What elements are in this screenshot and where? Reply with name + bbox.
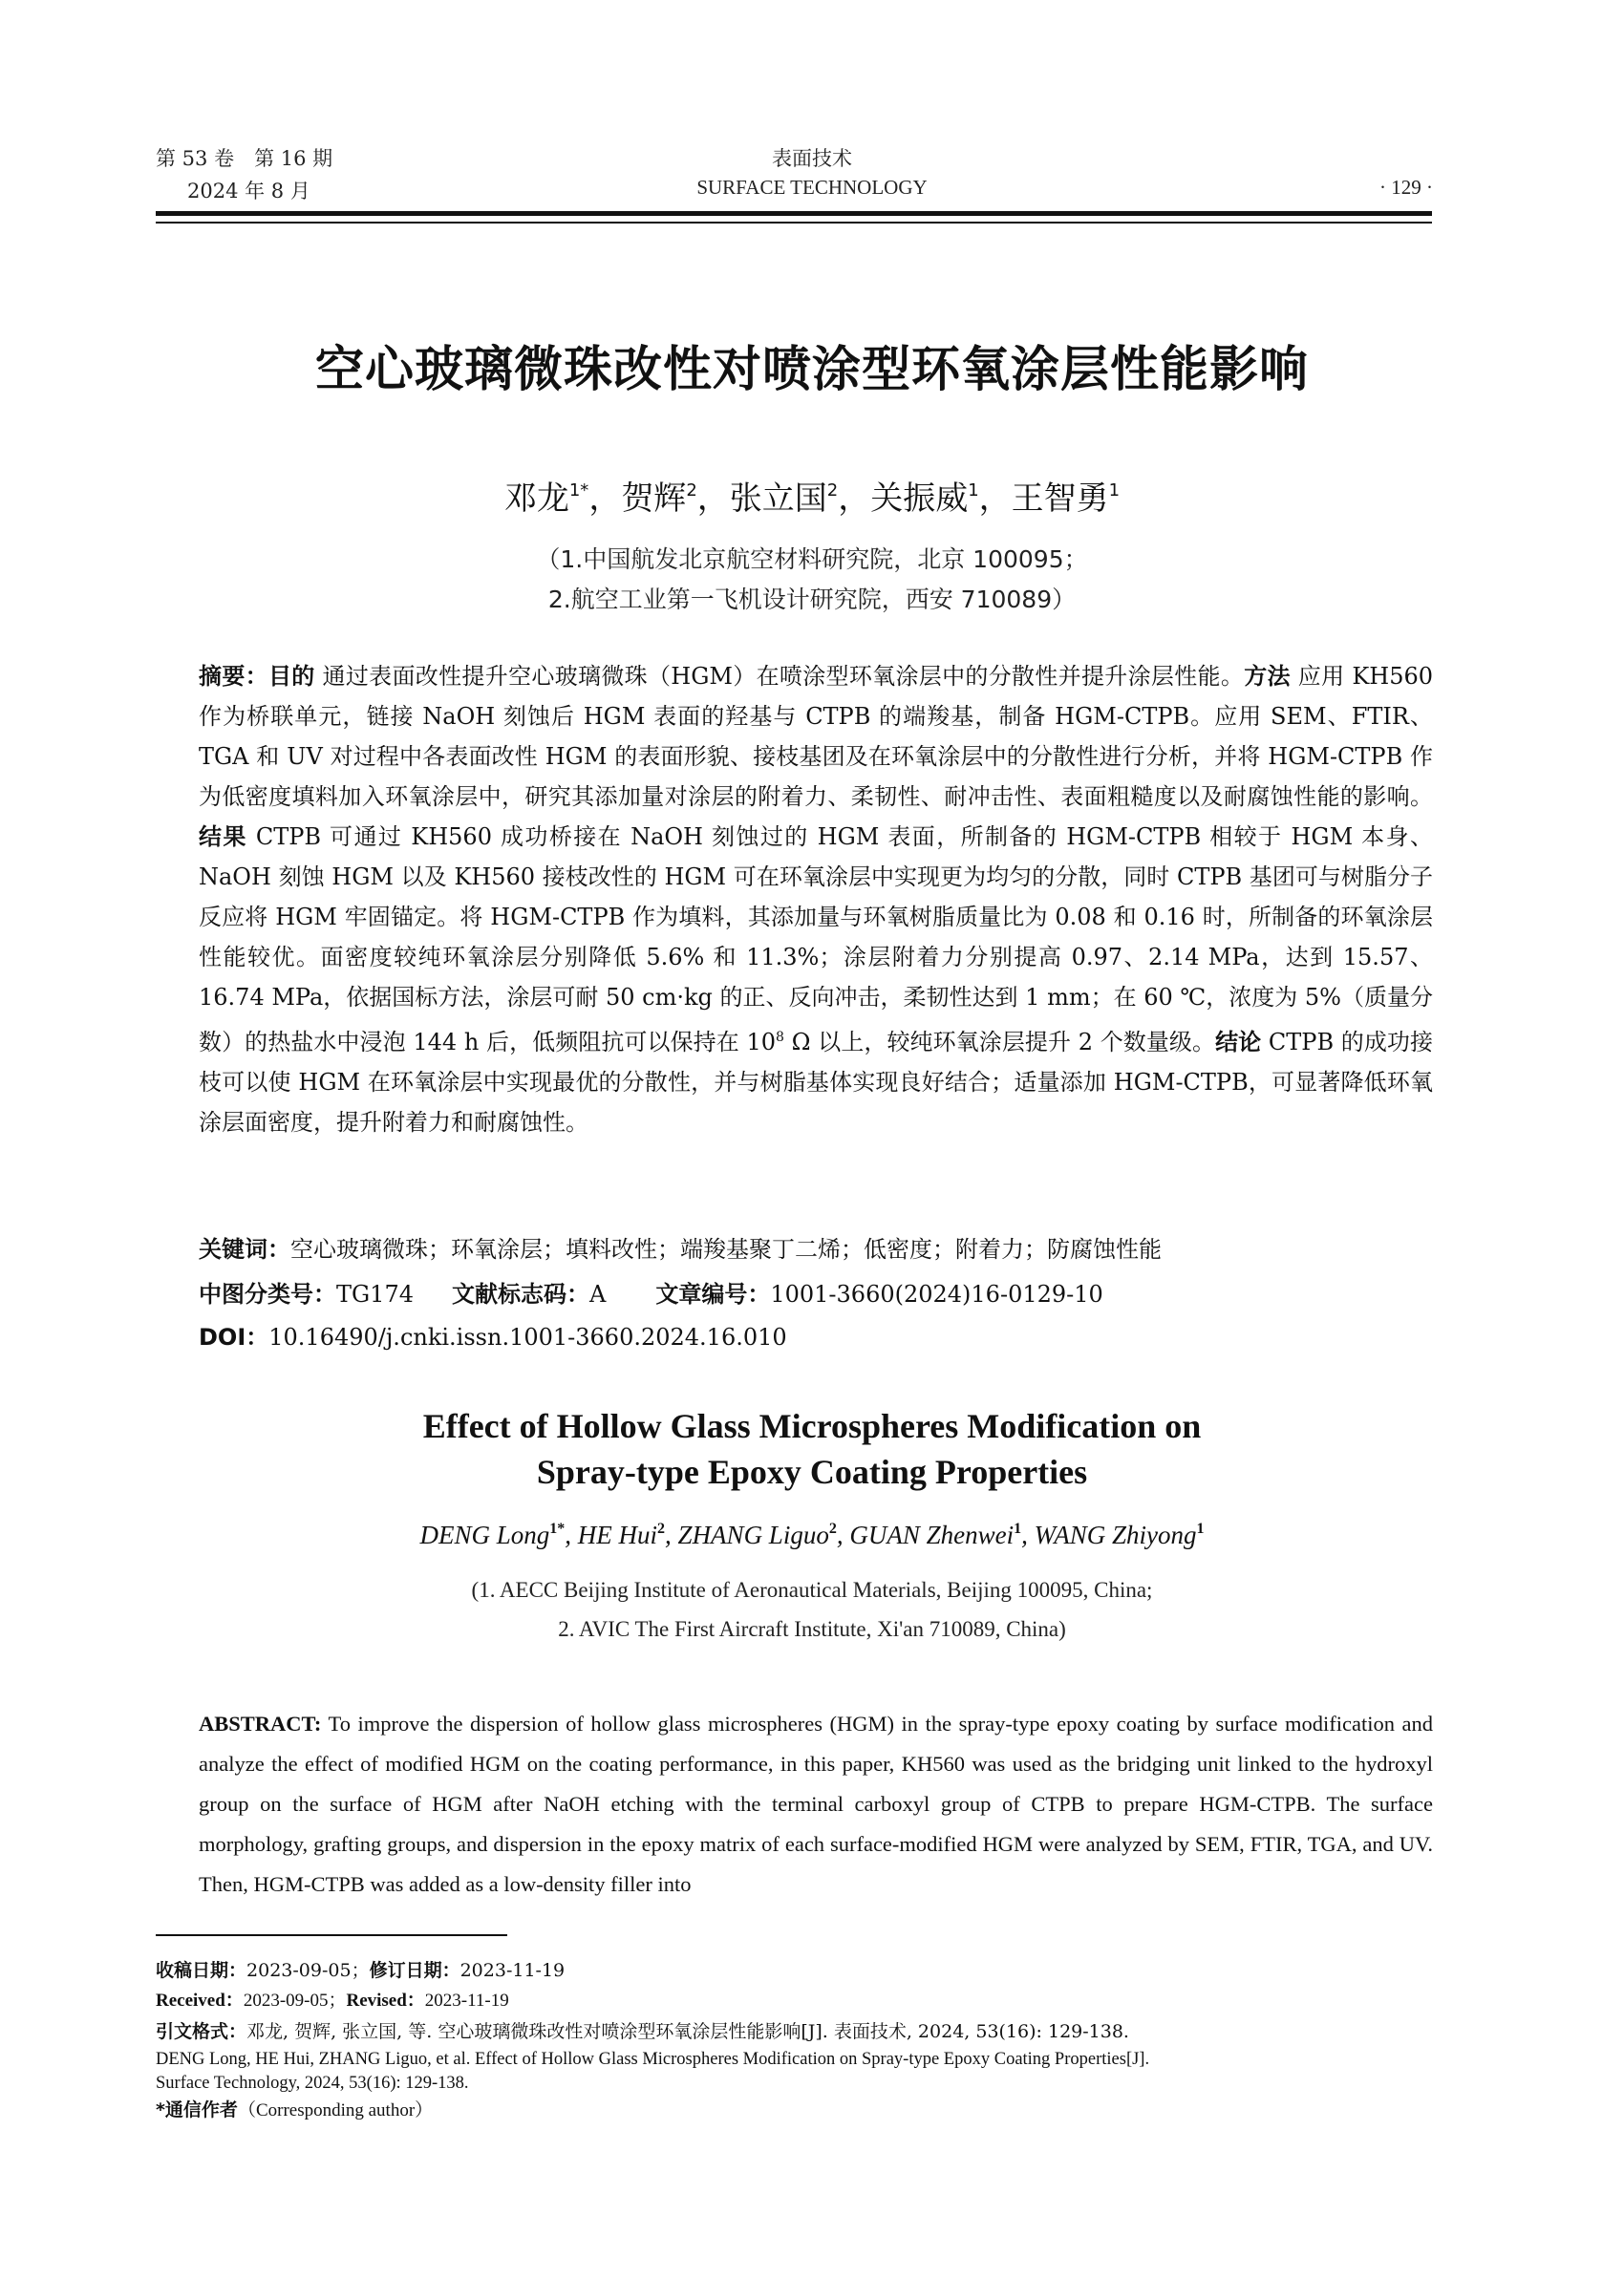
title-cn: 空心玻璃微珠改性对喷涂型环氧涂层性能影响 — [314, 342, 1309, 398]
journal-volume-issue: 第 53 卷 第 16 期 — [156, 147, 333, 170]
doc-code-value: A — [589, 1281, 607, 1308]
conclusion-label: 结论 — [1215, 1029, 1262, 1055]
author-en-name: HE Hui — [577, 1521, 658, 1549]
title-en-line-2: Spray-type Epoxy Coating Properties — [536, 1453, 1088, 1491]
received-en-date: 2023-09-05； — [243, 1991, 347, 2011]
author-en-name: WANG Zhiyong — [1034, 1521, 1197, 1549]
author-cn-name: 关振威 — [870, 479, 969, 518]
result-text: CTPB 可通过 KH560 成功桥接在 NaOH 刻蚀过的 HGM 表面，所制备的 HGM-CTPB 相较于 HGM 本身、NaOH 刻蚀 HGM 以及 KH560 接枝改性的 HGM 可在环氧涂层中实现更为均匀的分散，同时 CTPB 基团可与树脂分子反应将 HGM 牢固锚定。将 HGM-CTPB 作为填料，其添加量与环氧树脂质量比为 0.08 和 0.16 时，所制备的环氧涂层性能较优。面密度较纯环氧涂层分别降低 5.6% 和 11.3%；涂层附着力分别提高 0.97、2.14 MPa，达到 15.57、16.74 MPa，依据国标方法，涂层可耐 50 cm·kg 的正、反向冲击，柔韧性达到 1 mm；在 60 ℃，浓度为 5%（质量分数）的热盐水中浸泡 144 h 后，低频阻抗可以保持在 10 — [199, 823, 1433, 1055]
affiliation-cn-2: 2.航空工业第一飞机设计研究院，西安 710089） — [547, 586, 1077, 613]
method-text: 应用 KH560 作为桥联单元，链接 NaOH 刻蚀后 HGM 表面的羟基与 CTPB 的端羧基，制备 HGM-CTPB。应用 SEM、FTIR、TGA 和 UV 对过程中各表面改性 HGM 的表面形貌、接枝基团及在环氧涂层中的分散性进行分析，并将 HGM-CTPB 作为低密度填料加入环氧涂层中，研究其添加量对涂层的附着力、柔韧性、耐冲击性、表面粗糙度以及耐腐蚀性能的影响。 — [199, 663, 1434, 810]
revised-en-date: 2023-11-19 — [424, 1991, 509, 2011]
citation-cn-text: 邓龙, 贺辉, 张立国, 等. 空心玻璃微珠改性对喷涂型环氧涂层性能影响[J]. 表面技术, 2024, 53(16): 129-138. — [246, 2021, 1129, 2042]
author-cn-affiliation-mark: 1 — [1108, 480, 1121, 501]
citation-cn-label: 引文格式： — [156, 2021, 247, 2042]
doi-label: DOI： — [199, 1324, 269, 1351]
abstract-en-text: To improve the dispersion of hollow glass microspheres (HGM) in the spray-type epoxy coating by surface modification and analyze the effect of modified HGM on the coating performance, in this paper, KH560 was used as the bridging unit linked to the hydroxyl group on the surface of HGM after NaOH etching with the terminal carboxyl group of CTPB to prepare HGM-CTPB. The surface morphology, grafting groups, and dispersion in the epoxy matrix of each surface-modified HGM were analyzed by SEM, FTIR, TGA, and UV. Then, HGM-CTPB was added as a low-density filler into — [199, 1712, 1434, 1896]
journal-name-en: SURFACE TECHNOLOGY — [696, 176, 928, 199]
method-label: 方法 — [1244, 663, 1291, 690]
result-text-2: Ω 以上，较纯环氧涂层提升 2 个数量级。 — [783, 1029, 1216, 1055]
footnote-citation-en-1: DENG Long, HE Hui, ZHANG Liguo, et al. Effect of Hollow Glass Microspheres Modification on Spray-type Epoxy Coating Properties[J]. — [156, 2050, 1150, 2069]
clc-value: TG174 — [336, 1281, 414, 1308]
page-number: · 129 · — [1379, 176, 1433, 199]
affiliation-en-2: 2. AVIC The First Aircraft Institute, Xi'an 710089, China) — [558, 1617, 1066, 1641]
abstract-en-label: ABSTRACT: — [199, 1712, 322, 1736]
authors-cn: 邓龙$^{1*}$，贺辉$^2$，张立国$^2$，关振威$^1$，王智勇$^1$ — [503, 479, 1121, 518]
header-rule-thick — [156, 211, 1432, 216]
author-cn-affiliation-mark: 2 — [826, 480, 839, 501]
keywords — [199, 1230, 1433, 1264]
journal-name-cn: 表面技术 — [772, 147, 852, 170]
author-en-name: ZHANG Liguo — [677, 1521, 829, 1549]
affiliation-en-1: (1. AECC Beijing Institute of Aeronautical Materials, Beijing 100095, China; — [471, 1578, 1153, 1602]
result-label: 结果 — [199, 823, 247, 850]
author-cn-affiliation-mark: 2 — [686, 480, 697, 501]
result-exponent: 8 — [776, 1030, 784, 1045]
author-cn-affiliation-mark: 1* — [568, 480, 589, 501]
classification-line — [199, 1275, 1433, 1309]
journal-date: 2024 年 8 月 — [187, 180, 310, 202]
corresponding-label: *通信作者 — [156, 2099, 238, 2120]
author-cn-name: 王智勇 — [1011, 479, 1109, 518]
received-cn-date: 2023-09-05； — [246, 1960, 370, 1981]
purpose-label: 目的 — [267, 663, 315, 690]
footnote-citation-cn — [156, 2019, 1436, 2044]
footnote-received-en — [156, 1989, 1436, 2014]
header-rule-thin — [156, 222, 1432, 224]
author-en-name: DENG Long — [419, 1521, 550, 1549]
author-en-affiliation-mark: 2 — [828, 1521, 837, 1537]
author-en-affiliation-mark: 1 — [1014, 1521, 1022, 1537]
article-number-label: 文章编号： — [655, 1281, 771, 1308]
author-cn-name: 张立国 — [729, 479, 827, 518]
author-cn-affiliation-mark: 1 — [968, 480, 979, 501]
abstract-cn-label: 摘要： — [199, 663, 268, 690]
received-en-label: Received： — [156, 1991, 244, 2011]
affiliation-cn-1: （1.中国航发北京航空材料研究院，北京 100095； — [536, 545, 1088, 573]
doi-line — [199, 1318, 1433, 1352]
footnote-corresponding — [156, 2098, 1436, 2123]
revised-en-label: Revised： — [346, 1991, 425, 2011]
revised-cn-date: 2023-11-19 — [459, 1960, 566, 1981]
keywords-text: 空心玻璃微珠；环氧涂层；填料改性；端羧基聚丁二烯；低密度；附着力；防腐蚀性能 — [290, 1236, 1162, 1263]
keywords-label: 关键词： — [199, 1236, 290, 1263]
corresponding-text: （Corresponding author） — [237, 2100, 434, 2120]
purpose-text: 通过表面改性提升空心玻璃微珠（HGM）在喷涂型环氧涂层中的分散性并提升涂层性能。 — [322, 663, 1245, 690]
abstract-cn — [199, 656, 1433, 1142]
doc-code-label: 文献标志码： — [452, 1281, 589, 1308]
clc-label: 中图分类号： — [199, 1281, 336, 1308]
author-cn-name: 邓龙 — [503, 479, 569, 518]
footnote-rule — [156, 1934, 507, 1936]
author-en-affiliation-mark: 1* — [549, 1521, 566, 1537]
title-en-line-1: Effect of Hollow Glass Microspheres Modification on — [422, 1407, 1202, 1445]
author-cn-name: 贺辉 — [621, 479, 687, 518]
authors-en: DENG Long$^{1*}$, HE Hui$^2$, ZHANG Liguo$^2$, GUAN Zhenwei$^1$, WANG Zhiyong$^1$ — [419, 1521, 1205, 1549]
author-en-affiliation-mark: 1 — [1196, 1521, 1205, 1537]
footnote-received-cn — [156, 1958, 1436, 1983]
author-en-affiliation-mark: 2 — [657, 1521, 666, 1537]
doi-value: 10.16490/j.cnki.issn.1001-3660.2024.16.010 — [268, 1324, 787, 1351]
article-number-value: 1001-3660(2024)16-0129-10 — [770, 1281, 1103, 1308]
received-cn-label: 收稿日期： — [156, 1960, 247, 1981]
abstract-en — [199, 1704, 1433, 1905]
footnote-citation-en-2: Surface Technology, 2024, 53(16): 129-138. — [156, 2074, 469, 2093]
author-en-name: GUAN Zhenwei — [849, 1521, 1015, 1549]
conclusion-text: CTPB 的成功接枝可以使 HGM 在环氧涂层中实现最优的分散性，并与树脂基体实现良好结合；适量添加 HGM-CTPB，可显著降低环氧涂层面密度，提升附着力和耐腐蚀性。 — [199, 1029, 1433, 1136]
revised-cn-label: 修订日期： — [369, 1960, 460, 1981]
